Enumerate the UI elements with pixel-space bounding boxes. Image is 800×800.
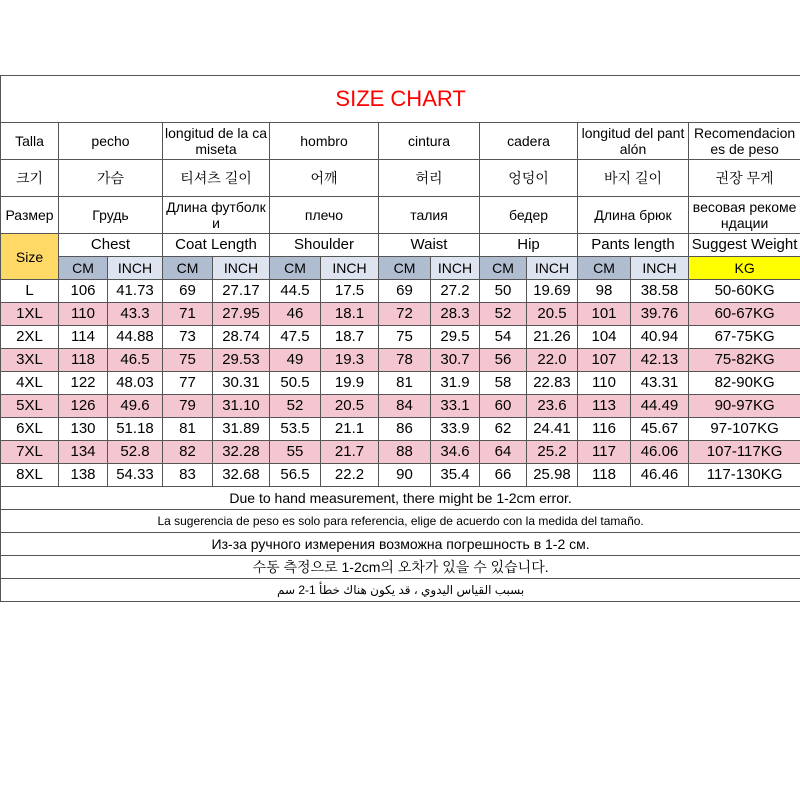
header-coat-en: Coat Length <box>163 234 270 257</box>
pants-cm-cell: 116 <box>578 418 631 441</box>
hip-inch-cell: 23.6 <box>527 395 578 418</box>
header-row-english <box>1 234 800 257</box>
pants-inch-cell: 44.49 <box>631 395 689 418</box>
header-waist-es: cintura <box>379 123 480 160</box>
chest-inch-cell: 54.33 <box>108 464 163 487</box>
hip-inch-cell: 20.5 <box>527 303 578 326</box>
pants-inch-cell: 38.58 <box>631 280 689 303</box>
header-pants-es: longitud del pantalón <box>578 123 689 160</box>
size-cell: 8XL <box>1 464 59 487</box>
weight-cell: 50-60KG <box>689 280 800 303</box>
waist-inch-cell: 29.5 <box>431 326 480 349</box>
coat-inch-cell: 32.28 <box>213 441 270 464</box>
header-coat-es: longitud de la camiseta <box>163 123 270 160</box>
weight-cell: 117-130KG <box>689 464 800 487</box>
header-pants-ru: Длина брюк <box>578 197 689 234</box>
title-row <box>1 76 800 123</box>
waist-cm-cell: 90 <box>379 464 431 487</box>
size-cell: 4XL <box>1 372 59 395</box>
hip-inch-cell: 25.2 <box>527 441 578 464</box>
coat-inch-cell: 27.17 <box>213 280 270 303</box>
unit-weight-kg: KG <box>689 257 800 280</box>
header-chest-ko: 가슴 <box>59 160 163 197</box>
shoulder-inch-cell: 18.7 <box>321 326 379 349</box>
size-row <box>1 464 800 487</box>
header-chest-es: pecho <box>59 123 163 160</box>
header-hip-ko: 엉덩이 <box>480 160 578 197</box>
hip-inch-cell: 24.41 <box>527 418 578 441</box>
hip-cm-cell: 54 <box>480 326 527 349</box>
header-chest-ru: Грудь <box>59 197 163 234</box>
pants-cm-cell: 118 <box>578 464 631 487</box>
header-weight-en: Suggest Weight <box>689 234 800 257</box>
hip-cm-cell: 62 <box>480 418 527 441</box>
size-cell: 6XL <box>1 418 59 441</box>
waist-cm-cell: 69 <box>379 280 431 303</box>
header-chest-en: Chest <box>59 234 163 257</box>
shoulder-cm-cell: 56.5 <box>270 464 321 487</box>
pants-cm-cell: 113 <box>578 395 631 418</box>
unit-waist-inch: INCH <box>431 257 480 280</box>
size-label: Size <box>1 234 59 280</box>
hip-cm-cell: 56 <box>480 349 527 372</box>
unit-coat-cm: CM <box>163 257 213 280</box>
coat-cm-cell: 83 <box>163 464 213 487</box>
note-arabic: بسبب القياس اليدوي ، قد يكون هناك خطأ 1-2 سم <box>1 579 800 602</box>
shoulder-cm-cell: 46 <box>270 303 321 326</box>
note-russian: Из-за ручного измерения возможна погрешность в 1-2 см. <box>1 533 800 556</box>
waist-cm-cell: 81 <box>379 372 431 395</box>
hip-inch-cell: 19.69 <box>527 280 578 303</box>
waist-cm-cell: 86 <box>379 418 431 441</box>
hip-inch-cell: 25.98 <box>527 464 578 487</box>
pants-inch-cell: 46.46 <box>631 464 689 487</box>
hip-cm-cell: 66 <box>480 464 527 487</box>
chest-inch-cell: 46.5 <box>108 349 163 372</box>
coat-inch-cell: 27.95 <box>213 303 270 326</box>
shoulder-cm-cell: 53.5 <box>270 418 321 441</box>
size-row <box>1 303 800 326</box>
weight-cell: 107-117KG <box>689 441 800 464</box>
note-row-es <box>1 510 800 533</box>
waist-cm-cell: 72 <box>379 303 431 326</box>
note-english: Due to hand measurement, there might be 1-2cm error. <box>1 487 800 510</box>
chest-cm-cell: 118 <box>59 349 108 372</box>
hip-cm-cell: 50 <box>480 280 527 303</box>
chest-inch-cell: 51.18 <box>108 418 163 441</box>
waist-cm-cell: 75 <box>379 326 431 349</box>
shoulder-inch-cell: 20.5 <box>321 395 379 418</box>
shoulder-inch-cell: 19.3 <box>321 349 379 372</box>
chest-cm-cell: 126 <box>59 395 108 418</box>
pants-inch-cell: 45.67 <box>631 418 689 441</box>
header-coat-ru: Длина футболки <box>163 197 270 234</box>
header-weight-ko: 권장 무게 <box>689 160 800 197</box>
unit-waist-cm: CM <box>379 257 431 280</box>
shoulder-cm-cell: 50.5 <box>270 372 321 395</box>
waist-inch-cell: 31.9 <box>431 372 480 395</box>
header-waist-en: Waist <box>379 234 480 257</box>
coat-cm-cell: 81 <box>163 418 213 441</box>
note-row-en <box>1 487 800 510</box>
chest-inch-cell: 48.03 <box>108 372 163 395</box>
chest-inch-cell: 41.73 <box>108 280 163 303</box>
pants-cm-cell: 104 <box>578 326 631 349</box>
weight-cell: 67-75KG <box>689 326 800 349</box>
coat-cm-cell: 77 <box>163 372 213 395</box>
unit-hip-cm: CM <box>480 257 527 280</box>
chest-cm-cell: 106 <box>59 280 108 303</box>
pants-cm-cell: 117 <box>578 441 631 464</box>
coat-cm-cell: 75 <box>163 349 213 372</box>
size-cell: 5XL <box>1 395 59 418</box>
unit-chest-cm: CM <box>59 257 108 280</box>
unit-pants-cm: CM <box>578 257 631 280</box>
note-row-ko <box>1 556 800 579</box>
size-row <box>1 372 800 395</box>
coat-cm-cell: 79 <box>163 395 213 418</box>
header-hip-en: Hip <box>480 234 578 257</box>
hip-cm-cell: 60 <box>480 395 527 418</box>
waist-cm-cell: 88 <box>379 441 431 464</box>
pants-cm-cell: 110 <box>578 372 631 395</box>
weight-cell: 97-107KG <box>689 418 800 441</box>
hip-cm-cell: 52 <box>480 303 527 326</box>
header-row-spanish <box>1 123 800 160</box>
pants-cm-cell: 107 <box>578 349 631 372</box>
waist-inch-cell: 27.2 <box>431 280 480 303</box>
weight-cell: 90-97KG <box>689 395 800 418</box>
chest-cm-cell: 134 <box>59 441 108 464</box>
note-korean: 수동 측정으로 1-2cm의 오차가 있을 수 있습니다. <box>1 556 800 579</box>
chest-inch-cell: 43.3 <box>108 303 163 326</box>
shoulder-inch-cell: 18.1 <box>321 303 379 326</box>
header-hip-es: cadera <box>480 123 578 160</box>
coat-cm-cell: 69 <box>163 280 213 303</box>
chart-title: SIZE CHART <box>1 76 800 123</box>
header-hip-ru: бедер <box>480 197 578 234</box>
header-shoulder-ru: плечо <box>270 197 379 234</box>
waist-cm-cell: 78 <box>379 349 431 372</box>
chest-inch-cell: 52.8 <box>108 441 163 464</box>
size-cell: 2XL <box>1 326 59 349</box>
note-row-ru <box>1 533 800 556</box>
size-row <box>1 280 800 303</box>
header-waist-ko: 허리 <box>379 160 480 197</box>
weight-cell: 75-82KG <box>689 349 800 372</box>
header-row-korean <box>1 160 800 197</box>
chest-inch-cell: 49.6 <box>108 395 163 418</box>
hip-cm-cell: 64 <box>480 441 527 464</box>
waist-inch-cell: 33.1 <box>431 395 480 418</box>
size-row <box>1 418 800 441</box>
shoulder-inch-cell: 21.7 <box>321 441 379 464</box>
header-shoulder-en: Shoulder <box>270 234 379 257</box>
hip-inch-cell: 22.83 <box>527 372 578 395</box>
hip-inch-cell: 21.26 <box>527 326 578 349</box>
unit-shoulder-inch: INCH <box>321 257 379 280</box>
waist-inch-cell: 34.6 <box>431 441 480 464</box>
unit-chest-inch: INCH <box>108 257 163 280</box>
header-weight-ru: весовая рекомендации <box>689 197 800 234</box>
shoulder-inch-cell: 19.9 <box>321 372 379 395</box>
pants-inch-cell: 46.06 <box>631 441 689 464</box>
header-waist-ru: талия <box>379 197 480 234</box>
coat-inch-cell: 31.10 <box>213 395 270 418</box>
unit-hip-inch: INCH <box>527 257 578 280</box>
header-coat-ko: 티셔츠 길이 <box>163 160 270 197</box>
chest-cm-cell: 122 <box>59 372 108 395</box>
weight-cell: 60-67KG <box>689 303 800 326</box>
pants-inch-cell: 43.31 <box>631 372 689 395</box>
chest-cm-cell: 130 <box>59 418 108 441</box>
weight-cell: 82-90KG <box>689 372 800 395</box>
hip-cm-cell: 58 <box>480 372 527 395</box>
coat-inch-cell: 28.74 <box>213 326 270 349</box>
unit-coat-inch: INCH <box>213 257 270 280</box>
size-cell: L <box>1 280 59 303</box>
chest-cm-cell: 138 <box>59 464 108 487</box>
notes-section <box>1 487 800 602</box>
note-spanish: La sugerencia de peso es solo para referencia, elige de acuerdo con la medida del tamaño. <box>1 510 800 533</box>
pants-inch-cell: 42.13 <box>631 349 689 372</box>
chest-cm-cell: 114 <box>59 326 108 349</box>
unit-pants-inch: INCH <box>631 257 689 280</box>
size-row <box>1 349 800 372</box>
shoulder-cm-cell: 44.5 <box>270 280 321 303</box>
coat-inch-cell: 31.89 <box>213 418 270 441</box>
size-row <box>1 441 800 464</box>
size-row <box>1 395 800 418</box>
shoulder-inch-cell: 21.1 <box>321 418 379 441</box>
size-chart-table <box>0 75 800 602</box>
pants-cm-cell: 101 <box>578 303 631 326</box>
shoulder-cm-cell: 52 <box>270 395 321 418</box>
coat-cm-cell: 82 <box>163 441 213 464</box>
waist-inch-cell: 28.3 <box>431 303 480 326</box>
header-shoulder-es: hombro <box>270 123 379 160</box>
header-size-ko: 크기 <box>1 160 59 197</box>
hip-inch-cell: 22.0 <box>527 349 578 372</box>
waist-inch-cell: 35.4 <box>431 464 480 487</box>
pants-cm-cell: 98 <box>578 280 631 303</box>
size-cell: 3XL <box>1 349 59 372</box>
coat-inch-cell: 30.31 <box>213 372 270 395</box>
chest-cm-cell: 110 <box>59 303 108 326</box>
size-rows <box>1 280 800 487</box>
pants-inch-cell: 39.76 <box>631 303 689 326</box>
waist-cm-cell: 84 <box>379 395 431 418</box>
waist-inch-cell: 33.9 <box>431 418 480 441</box>
size-cell: 7XL <box>1 441 59 464</box>
coat-inch-cell: 32.68 <box>213 464 270 487</box>
shoulder-cm-cell: 55 <box>270 441 321 464</box>
size-row <box>1 326 800 349</box>
header-size-ru: Размер <box>1 197 59 234</box>
pants-inch-cell: 40.94 <box>631 326 689 349</box>
shoulder-cm-cell: 49 <box>270 349 321 372</box>
header-size-es: Talla <box>1 123 59 160</box>
header-shoulder-ko: 어깨 <box>270 160 379 197</box>
coat-cm-cell: 73 <box>163 326 213 349</box>
coat-inch-cell: 29.53 <box>213 349 270 372</box>
unit-row <box>1 257 800 280</box>
waist-inch-cell: 30.7 <box>431 349 480 372</box>
shoulder-inch-cell: 17.5 <box>321 280 379 303</box>
shoulder-inch-cell: 22.2 <box>321 464 379 487</box>
unit-shoulder-cm: CM <box>270 257 321 280</box>
header-pants-en: Pants length <box>578 234 689 257</box>
note-row-ar <box>1 579 800 602</box>
coat-cm-cell: 71 <box>163 303 213 326</box>
size-cell: 1XL <box>1 303 59 326</box>
header-pants-ko: 바지 길이 <box>578 160 689 197</box>
chest-inch-cell: 44.88 <box>108 326 163 349</box>
header-weight-es: Recomendaciones de peso <box>689 123 800 160</box>
shoulder-cm-cell: 47.5 <box>270 326 321 349</box>
header-row-russian <box>1 197 800 234</box>
